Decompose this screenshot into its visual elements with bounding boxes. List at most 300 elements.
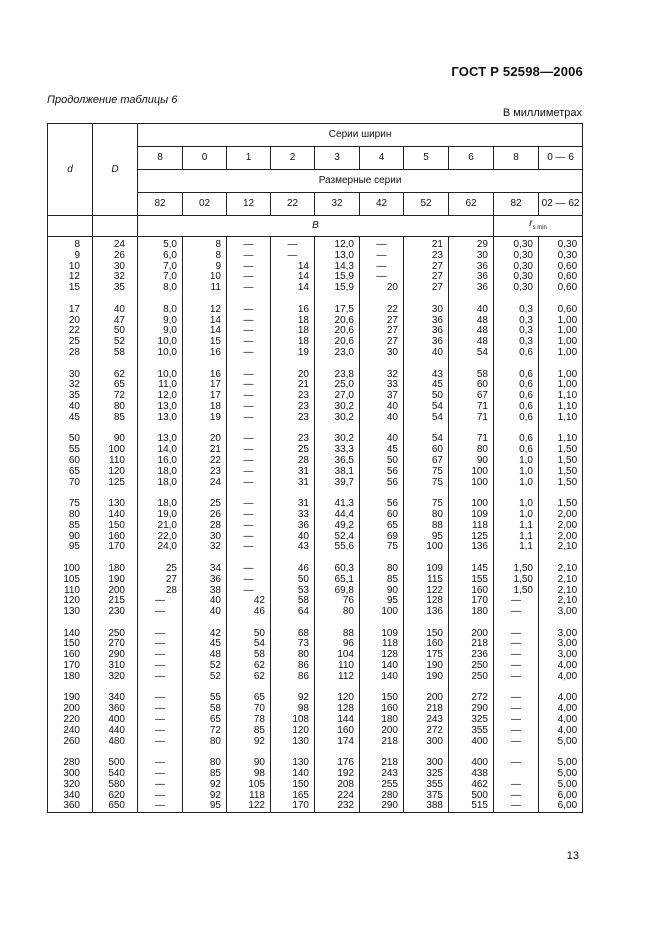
- cell-b42: 30: [360, 348, 404, 359]
- cell-d: 240: [48, 726, 93, 737]
- group-spacer: [48, 618, 583, 629]
- cell-b42: 45: [360, 445, 404, 456]
- cell-b82: 9,0: [138, 326, 183, 337]
- cell-b32: 23,8: [315, 370, 360, 381]
- cell-D: 58: [93, 348, 138, 359]
- cell-r82: 0,6: [494, 370, 539, 381]
- cell-b12: —: [227, 542, 271, 553]
- cell-b42: 140: [360, 672, 404, 683]
- cell-b12: 54: [227, 639, 271, 650]
- cell-b62: 109: [449, 510, 494, 521]
- cell-d: 190: [48, 693, 93, 704]
- spacer-cell: [449, 359, 494, 370]
- table-row: [48, 337, 583, 348]
- cell-b82: 7,0: [138, 272, 183, 283]
- cell-b42: 50: [360, 456, 404, 467]
- cell-b32: 88: [315, 629, 360, 640]
- cell-b52: 54: [404, 402, 449, 413]
- table-row: [48, 607, 583, 618]
- cell-b52: 375: [404, 791, 449, 802]
- cell-b22: 130: [271, 758, 315, 769]
- cell-b52: 95: [404, 532, 449, 543]
- cell-b62: 100: [449, 467, 494, 478]
- cell-d: 320: [48, 780, 93, 791]
- cell-b82: 8,0: [138, 305, 183, 316]
- cell-b12: —: [227, 251, 271, 262]
- dimension-series-cell-6: 52: [404, 193, 449, 216]
- cell-D: 180: [93, 564, 138, 575]
- cell-b32: 17,5: [315, 305, 360, 316]
- cell-r02-62: 4,00: [539, 661, 583, 672]
- cell-r82: —: [494, 801, 539, 812]
- cell-d: 28: [48, 348, 93, 359]
- cell-b82: 13,0: [138, 402, 183, 413]
- width-series-cell-8: 8: [494, 147, 539, 170]
- cell-b12: 90: [227, 758, 271, 769]
- cell-b02: 92: [183, 780, 227, 791]
- cell-b12: 62: [227, 672, 271, 683]
- cell-b12: 92: [227, 737, 271, 748]
- cell-b42: 95: [360, 596, 404, 607]
- cell-b82: —: [138, 607, 183, 618]
- cell-b52: 355: [404, 780, 449, 791]
- spacer-cell: [494, 359, 539, 370]
- cell-b02: 36: [183, 575, 227, 586]
- cell-b82: 8,0: [138, 283, 183, 294]
- cell-b62: 90: [449, 456, 494, 467]
- cell-r82: 0,6: [494, 380, 539, 391]
- cell-b82: 6,0: [138, 251, 183, 262]
- cell-r82: 0,6: [494, 391, 539, 402]
- document-code: ГОСТ Р 52598—2006: [451, 64, 583, 79]
- cell-b52: 54: [404, 434, 449, 445]
- cell-b02: 18: [183, 402, 227, 413]
- dimension-series-cell-3: 22: [271, 193, 315, 216]
- cell-D: 650: [93, 801, 138, 812]
- cell-r82: —: [494, 693, 539, 704]
- cell-b22: 46: [271, 564, 315, 575]
- cell-b12: —: [227, 337, 271, 348]
- cell-b62: 155: [449, 575, 494, 586]
- cell-r82: —: [494, 791, 539, 802]
- cell-b42: 90: [360, 586, 404, 597]
- cell-b32: 174: [315, 737, 360, 748]
- cell-b32: 14,3: [315, 262, 360, 273]
- cell-b22: 150: [271, 780, 315, 791]
- cell-b42: 75: [360, 542, 404, 553]
- cell-d: 105: [48, 575, 93, 586]
- cell-r82: 0,6: [494, 348, 539, 359]
- cell-b52: 21: [404, 237, 449, 251]
- cell-D: 620: [93, 791, 138, 802]
- table-row: [48, 467, 583, 478]
- cell-r82: 0,3: [494, 305, 539, 316]
- cell-b22: 16: [271, 305, 315, 316]
- cell-b22: 14: [271, 272, 315, 283]
- table-row: [48, 726, 583, 737]
- cell-r02-62: 4,00: [539, 715, 583, 726]
- cell-b22: 165: [271, 791, 315, 802]
- cell-b32: 208: [315, 780, 360, 791]
- cell-b02: 26: [183, 510, 227, 521]
- table-row: [48, 316, 583, 327]
- cell-b82: —: [138, 791, 183, 802]
- cell-b22: 23: [271, 434, 315, 445]
- cell-b02: 17: [183, 380, 227, 391]
- spacer-cell: [93, 359, 138, 370]
- cell-b22: 140: [271, 769, 315, 780]
- cell-b52: 88: [404, 521, 449, 532]
- cell-d: 95: [48, 542, 93, 553]
- cell-b02: 14: [183, 326, 227, 337]
- cell-b62: 400: [449, 737, 494, 748]
- cell-b42: 20: [360, 283, 404, 294]
- cell-b52: 190: [404, 672, 449, 683]
- cell-D: 40: [93, 305, 138, 316]
- cell-r02-62: 3,00: [539, 629, 583, 640]
- cell-D: 230: [93, 607, 138, 618]
- cell-b42: 200: [360, 726, 404, 737]
- cell-b22: 64: [271, 607, 315, 618]
- cell-b52: 23: [404, 251, 449, 262]
- cell-b02: 16: [183, 370, 227, 381]
- cell-b32: 25,0: [315, 380, 360, 391]
- cell-b02: 25: [183, 499, 227, 510]
- cell-b22: 50: [271, 575, 315, 586]
- cell-b22: —: [271, 251, 315, 262]
- cell-d: 80: [48, 510, 93, 521]
- cell-r02-62: 0,60: [539, 305, 583, 316]
- cell-b82: —: [138, 639, 183, 650]
- cell-b62: 48: [449, 316, 494, 327]
- cell-r02-62: 2,10: [539, 575, 583, 586]
- cell-r02-62: 5,00: [539, 780, 583, 791]
- cell-b52: 175: [404, 650, 449, 661]
- cell-b32: 39,7: [315, 478, 360, 489]
- cell-b12: —: [227, 402, 271, 413]
- cell-b82: 22,0: [138, 532, 183, 543]
- cell-r02-62: 6,00: [539, 791, 583, 802]
- cell-d: 45: [48, 413, 93, 424]
- cell-b62: 125: [449, 532, 494, 543]
- cell-b42: 65: [360, 521, 404, 532]
- cell-b12: 50: [227, 629, 271, 640]
- cell-D: 62: [93, 370, 138, 381]
- table-row: [48, 380, 583, 391]
- cell-b42: 60: [360, 510, 404, 521]
- cell-r02-62: 3,00: [539, 639, 583, 650]
- cell-d: 25: [48, 337, 93, 348]
- cell-r82: —: [494, 661, 539, 672]
- cell-b12: —: [227, 262, 271, 273]
- cell-b02: 45: [183, 639, 227, 650]
- cell-d: 65: [48, 467, 93, 478]
- table-row: [48, 370, 583, 381]
- cell-r02-62: 6,00: [539, 801, 583, 812]
- cell-b42: 180: [360, 715, 404, 726]
- cell-b62: 500: [449, 791, 494, 802]
- cell-b12: —: [227, 283, 271, 294]
- cell-b62: 250: [449, 661, 494, 672]
- cell-r82: 1,1: [494, 532, 539, 543]
- cell-b52: 60: [404, 445, 449, 456]
- cell-b22: 28: [271, 456, 315, 467]
- cell-b62: 136: [449, 542, 494, 553]
- cell-d: 20: [48, 316, 93, 327]
- cell-D: 130: [93, 499, 138, 510]
- cell-r02-62: 1,10: [539, 391, 583, 402]
- cell-r02-62: 3,00: [539, 607, 583, 618]
- cell-b62: 100: [449, 499, 494, 510]
- cell-b22: 31: [271, 478, 315, 489]
- table-row: [48, 262, 583, 273]
- cell-b12: —: [227, 467, 271, 478]
- cell-b12: —: [227, 348, 271, 359]
- table-row: [48, 434, 583, 445]
- cell-b02: 20: [183, 434, 227, 445]
- cell-b02: 12: [183, 305, 227, 316]
- cell-r02-62: 1,00: [539, 370, 583, 381]
- cell-b52: 75: [404, 478, 449, 489]
- cell-b12: 118: [227, 791, 271, 802]
- cell-b22: 31: [271, 467, 315, 478]
- cell-r82: —: [494, 607, 539, 618]
- cell-b22: 21: [271, 380, 315, 391]
- cell-b22: 23: [271, 402, 315, 413]
- cell-b42: 243: [360, 769, 404, 780]
- table-row: [48, 629, 583, 640]
- cell-b32: 160: [315, 726, 360, 737]
- cell-b02: 8: [183, 251, 227, 262]
- header-width-series: Серии ширин: [138, 124, 583, 147]
- cell-d: 30: [48, 370, 93, 381]
- cell-r82: —: [494, 704, 539, 715]
- cell-b82: —: [138, 737, 183, 748]
- cell-d: 100: [48, 564, 93, 575]
- cell-b02: 40: [183, 607, 227, 618]
- cell-b52: 40: [404, 348, 449, 359]
- cell-r82: 0,30: [494, 251, 539, 262]
- cell-b42: —: [360, 272, 404, 283]
- table-row: [48, 650, 583, 661]
- cell-b22: 120: [271, 726, 315, 737]
- cell-r02-62: 1,00: [539, 348, 583, 359]
- dimension-series-cell-2: 12: [227, 193, 271, 216]
- cell-b22: 25: [271, 445, 315, 456]
- spacer-cell: [315, 359, 360, 370]
- cell-b82: 5,0: [138, 237, 183, 251]
- cell-D: 35: [93, 283, 138, 294]
- cell-b02: 42: [183, 629, 227, 640]
- cell-b32: 49,2: [315, 521, 360, 532]
- cell-b02: 14: [183, 316, 227, 327]
- cell-b22: 31: [271, 499, 315, 510]
- cell-b02: 15: [183, 337, 227, 348]
- cell-r82: —: [494, 780, 539, 791]
- cell-b22: 86: [271, 672, 315, 683]
- cell-r02-62: 1,10: [539, 434, 583, 445]
- cell-r02-62: 1,00: [539, 337, 583, 348]
- cell-b82: 10,0: [138, 370, 183, 381]
- cell-b12: —: [227, 380, 271, 391]
- cell-D: 125: [93, 478, 138, 489]
- cell-b52: 27: [404, 283, 449, 294]
- cell-b42: 218: [360, 737, 404, 748]
- cell-r02-62: 2,10: [539, 564, 583, 575]
- cell-b02: 9: [183, 262, 227, 273]
- cell-b62: 236: [449, 650, 494, 661]
- cell-b12: 70: [227, 704, 271, 715]
- table-row: [48, 715, 583, 726]
- cell-b32: 224: [315, 791, 360, 802]
- table-row: [48, 283, 583, 294]
- cell-b12: —: [227, 586, 271, 597]
- cell-b02: 55: [183, 693, 227, 704]
- cell-b32: 15,9: [315, 283, 360, 294]
- cell-r82: 0,6: [494, 434, 539, 445]
- cell-b52: 300: [404, 758, 449, 769]
- cell-b32: 80: [315, 607, 360, 618]
- cell-b82: 14,0: [138, 445, 183, 456]
- cell-b22: 73: [271, 639, 315, 650]
- cell-b22: 58: [271, 596, 315, 607]
- spacer-cell: [138, 359, 183, 370]
- cell-D: 72: [93, 391, 138, 402]
- cell-d: 110: [48, 586, 93, 597]
- cell-D: 215: [93, 596, 138, 607]
- cell-b12: —: [227, 434, 271, 445]
- table-row: [48, 510, 583, 521]
- spacer-cell: [404, 359, 449, 370]
- cell-b02: 80: [183, 737, 227, 748]
- cell-D: 65: [93, 380, 138, 391]
- cell-r02-62: 1,50: [539, 467, 583, 478]
- cell-r02-62: 4,00: [539, 704, 583, 715]
- cell-b42: 27: [360, 316, 404, 327]
- cell-D: 100: [93, 445, 138, 456]
- cell-b42: 109: [360, 629, 404, 640]
- cell-b42: —: [360, 262, 404, 273]
- cell-b62: 80: [449, 445, 494, 456]
- cell-r82: —: [494, 629, 539, 640]
- cell-b02: 30: [183, 532, 227, 543]
- cell-b02: 28: [183, 521, 227, 532]
- cell-b02: 16: [183, 348, 227, 359]
- cell-b82: —: [138, 661, 183, 672]
- cell-D: 290: [93, 650, 138, 661]
- cell-b62: 145: [449, 564, 494, 575]
- cell-b52: 67: [404, 456, 449, 467]
- cell-b82: —: [138, 672, 183, 683]
- cell-d: 32: [48, 380, 93, 391]
- cell-b02: 52: [183, 672, 227, 683]
- cell-b32: 44,4: [315, 510, 360, 521]
- cell-d: 22: [48, 326, 93, 337]
- cell-b82: —: [138, 769, 183, 780]
- cell-b62: 67: [449, 391, 494, 402]
- cell-b02: 24: [183, 478, 227, 489]
- table-row: [48, 704, 583, 715]
- cell-b52: 100: [404, 542, 449, 553]
- cell-r82: 1,1: [494, 521, 539, 532]
- cell-b62: 462: [449, 780, 494, 791]
- cell-b52: 50: [404, 391, 449, 402]
- cell-r82: 1,0: [494, 510, 539, 521]
- cell-D: 32: [93, 272, 138, 283]
- cell-b62: 180: [449, 607, 494, 618]
- cell-b82: 11,0: [138, 380, 183, 391]
- cell-b32: 65,1: [315, 575, 360, 586]
- cell-d: 300: [48, 769, 93, 780]
- cell-D: 500: [93, 758, 138, 769]
- cell-b82: 21,0: [138, 521, 183, 532]
- cell-b22: 14: [271, 283, 315, 294]
- cell-b42: 33: [360, 380, 404, 391]
- cell-D: 26: [93, 251, 138, 262]
- cell-r02-62: 2,00: [539, 532, 583, 543]
- cell-d: 17: [48, 305, 93, 316]
- cell-b82: —: [138, 715, 183, 726]
- cell-b52: 75: [404, 467, 449, 478]
- cell-D: 310: [93, 661, 138, 672]
- cell-D: 90: [93, 434, 138, 445]
- cell-d: 9: [48, 251, 93, 262]
- cell-b62: 290: [449, 704, 494, 715]
- cell-r82: 0,6: [494, 413, 539, 424]
- cell-r82: 0,30: [494, 262, 539, 273]
- table-row: [48, 801, 583, 812]
- cell-b32: 176: [315, 758, 360, 769]
- cell-b62: 118: [449, 521, 494, 532]
- cell-b22: 23: [271, 413, 315, 424]
- cell-r82: 0,30: [494, 237, 539, 251]
- cell-D: 200: [93, 586, 138, 597]
- cell-b02: 32: [183, 542, 227, 553]
- cell-r02-62: 1,50: [539, 456, 583, 467]
- cell-b42: 37: [360, 391, 404, 402]
- table-header: [48, 124, 583, 237]
- cell-b62: 71: [449, 402, 494, 413]
- cell-b02: 92: [183, 791, 227, 802]
- cell-b12: 65: [227, 693, 271, 704]
- cell-D: 540: [93, 769, 138, 780]
- cell-D: 440: [93, 726, 138, 737]
- cell-r02-62: 0,30: [539, 237, 583, 251]
- table-row: [48, 413, 583, 424]
- group-spacer: [48, 294, 583, 305]
- cell-r02-62: 2,00: [539, 521, 583, 532]
- cell-b32: 112: [315, 672, 360, 683]
- dimension-series-cell-9: 02 — 62: [539, 193, 583, 216]
- cell-r02-62: 1,50: [539, 499, 583, 510]
- cell-b62: 355: [449, 726, 494, 737]
- cell-b22: 23: [271, 391, 315, 402]
- cell-b62: 71: [449, 434, 494, 445]
- cell-b22: —: [271, 237, 315, 251]
- cell-b02: 38: [183, 586, 227, 597]
- cell-b52: 54: [404, 413, 449, 424]
- table-row: [48, 305, 583, 316]
- cell-b62: 218: [449, 639, 494, 650]
- table-row: [48, 575, 583, 586]
- width-series-cell-0: 8: [138, 147, 183, 170]
- cell-d: 200: [48, 704, 93, 715]
- table-row: [48, 639, 583, 650]
- cell-r02-62: 4,00: [539, 672, 583, 683]
- cell-b62: 29: [449, 237, 494, 251]
- cell-b62: 40: [449, 305, 494, 316]
- cell-r82: 0,6: [494, 445, 539, 456]
